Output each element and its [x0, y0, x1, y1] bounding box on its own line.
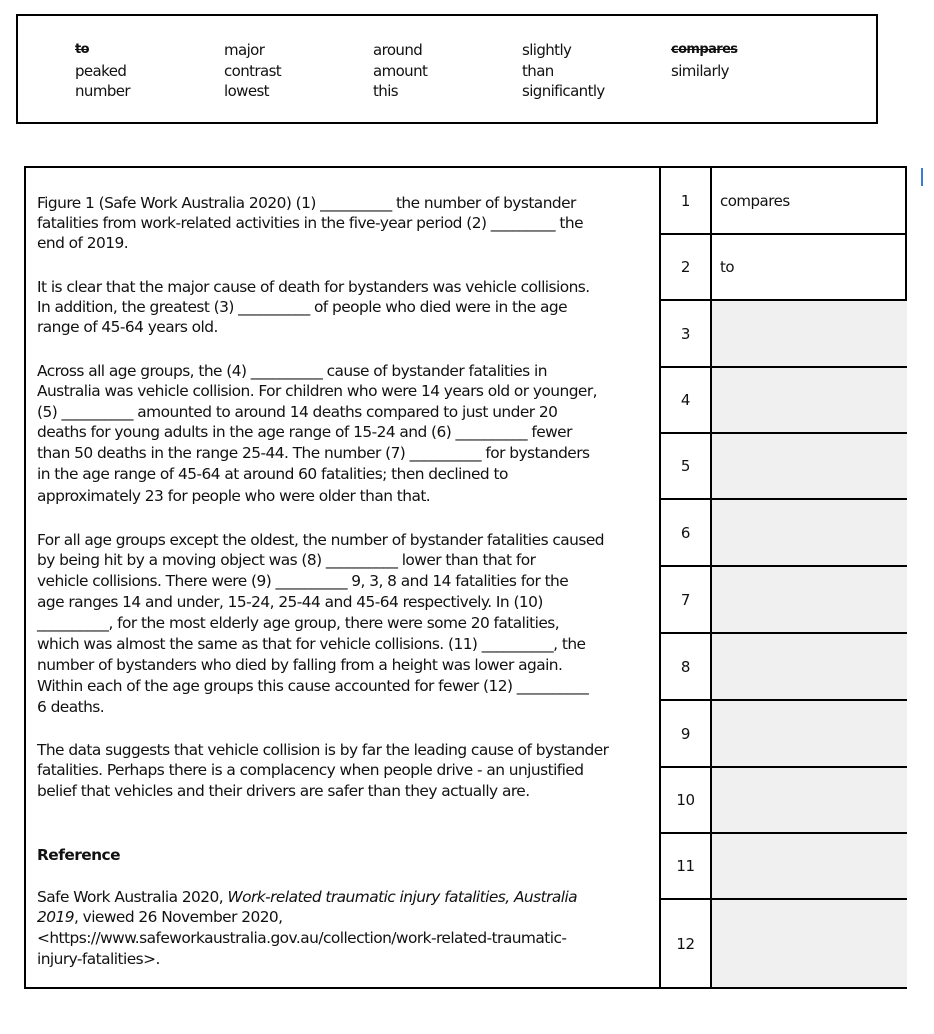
word-bank-word-used: to: [75, 42, 89, 57]
answer-field[interactable]: [712, 301, 907, 366]
reference-heading: Reference: [37, 846, 121, 864]
answer-number: 10: [661, 768, 712, 832]
answer-column: [661, 168, 907, 987]
passage-line: belief that vehicles and their drivers are safer than they actually are.: [37, 782, 530, 800]
answer-field[interactable]: [712, 634, 907, 699]
passage-line: Australia was vehicle collision. For children who were 14 years old or younger,: [37, 382, 597, 400]
answer-number: 5: [661, 434, 712, 498]
text-cursor-icon: [921, 168, 923, 186]
answer-field[interactable]: [712, 768, 907, 832]
answer-row: [661, 235, 907, 301]
word-bank-word: peaked: [75, 61, 127, 80]
passage-line: __________, for the most elderly age group, there were some 20 fatalities,: [37, 614, 560, 632]
answer-number: 1: [661, 168, 712, 233]
passage-line: by being hit by a moving object was (8) __________ lower than that for: [37, 551, 536, 569]
answer-field[interactable]: [712, 500, 907, 565]
word-bank-column: [75, 40, 130, 102]
reference-title: Work-related traumatic injury fatalities, Australia: [227, 888, 578, 906]
passage-line: It is clear that the major cause of death for bystanders was vehicle collisions.: [37, 278, 590, 296]
word-bank-word-used: compares: [671, 42, 738, 57]
passage-line: end of 2019.: [37, 234, 129, 252]
passage-line: approximately 23 for people who were older than that.: [37, 487, 431, 505]
answer-row: [661, 301, 907, 368]
answer-number: 7: [661, 567, 712, 632]
passage-line: In addition, the greatest (3) __________ of people who died were in the age: [37, 298, 568, 316]
answer-row: [661, 768, 907, 834]
passage-line: Across all age groups, the (4) __________ cause of bystander fatalities in: [37, 362, 547, 380]
word-bank-column: [224, 40, 281, 102]
answer-row: [661, 168, 907, 235]
reference-title-year: 2019: [37, 908, 74, 926]
answer-row: [661, 368, 907, 434]
word-bank-word: number: [75, 82, 130, 100]
answer-row: [661, 701, 907, 768]
word-bank-word: amount: [373, 61, 428, 80]
passage-line: age ranges 14 and under, 15-24, 25-44 and 45-64 respectively. In (10): [37, 593, 543, 611]
answer-row: [661, 900, 907, 987]
word-bank-word: this: [373, 82, 398, 100]
passage-line: deaths for young adults in the age range of 15-24 and (6) __________ fewer: [37, 423, 572, 441]
passage-line: (5) __________ amounted to around 14 deaths compared to just under 20: [37, 403, 558, 421]
passage-line: which was almost the same as that for vehicle collisions. (11) __________, the: [37, 635, 586, 653]
answer-field[interactable]: compares: [720, 191, 790, 210]
passage-line: fatalities. Perhaps there is a complacency when people drive - an unjustified: [37, 761, 584, 779]
passage-line: The data suggests that vehicle collision is by far the leading cause of bystander: [37, 741, 609, 759]
answer-row: [661, 834, 907, 900]
answer-field[interactable]: [712, 434, 907, 498]
answer-number: 8: [661, 634, 712, 699]
reference-author: Safe Work Australia 2020,: [37, 888, 228, 906]
answer-row: [661, 500, 907, 567]
answer-number: 6: [661, 500, 712, 565]
word-bank-word: contrast: [224, 61, 282, 80]
answer-row: [661, 567, 907, 634]
word-bank-word: major: [224, 41, 265, 59]
answer-field[interactable]: [712, 368, 907, 432]
passage-line: 6 deaths.: [37, 698, 105, 716]
passage-line: than 50 deaths in the range 25-44. The number (7) __________ for bystanders: [37, 444, 590, 462]
passage-line: number of bystanders who died by falling from a height was lower again.: [37, 656, 563, 674]
word-bank-word: similarly: [671, 61, 729, 80]
answer-field[interactable]: [712, 900, 907, 987]
passage-line: Within each of the age groups this cause accounted for fewer (12) __________: [37, 677, 589, 695]
answer-field[interactable]: [712, 834, 907, 898]
answer-number: 9: [661, 701, 712, 766]
answer-field[interactable]: [712, 701, 907, 766]
reference-viewed: , viewed 26 November 2020,: [73, 908, 283, 926]
passage-line: Figure 1 (Safe Work Australia 2020) (1) __________ the number of bystander: [37, 194, 576, 212]
answer-number: 11: [661, 834, 712, 898]
reference-url[interactable]: <https://www.safeworkaustralia.gov.au/collection/work-related-traumatic-: [37, 929, 567, 947]
word-bank-word: than: [522, 61, 554, 80]
reference-line: [37, 887, 577, 907]
answer-row: [661, 434, 907, 500]
exercise-table: [24, 166, 907, 989]
answer-row: [661, 634, 907, 701]
answer-field[interactable]: [712, 567, 907, 632]
passage-line: fatalities from work-related activities in the five-year period (2) _________ the: [37, 214, 583, 232]
answer-number: 2: [661, 235, 712, 299]
word-bank: [16, 14, 878, 124]
word-bank-word: lowest: [224, 82, 269, 100]
answer-number: 3: [661, 301, 712, 366]
answer-number: 4: [661, 368, 712, 432]
passage-cell: [26, 168, 661, 987]
reference-url-cont[interactable]: injury-fatalities>.: [37, 950, 160, 968]
word-bank-word: around: [373, 41, 423, 59]
reference-line: [37, 907, 283, 927]
word-bank-word: significantly: [522, 82, 605, 100]
passage-line: range of 45-64 years old.: [37, 318, 218, 336]
passage-line: in the age range of 45-64 at around 60 fatalities; then declined to: [37, 465, 508, 483]
answer-field[interactable]: to: [720, 258, 735, 276]
word-bank-column: [671, 40, 737, 81]
passage-line: vehicle collisions. There were (9) __________ 9, 3, 8 and 14 fatalities for the: [37, 572, 569, 590]
passage-line: For all age groups except the oldest, the number of bystander fatalities caused: [37, 531, 604, 549]
word-bank-column: [522, 40, 605, 102]
word-bank-column: [373, 40, 427, 102]
word-bank-word: slightly: [522, 41, 572, 59]
answer-number: 12: [661, 900, 712, 987]
